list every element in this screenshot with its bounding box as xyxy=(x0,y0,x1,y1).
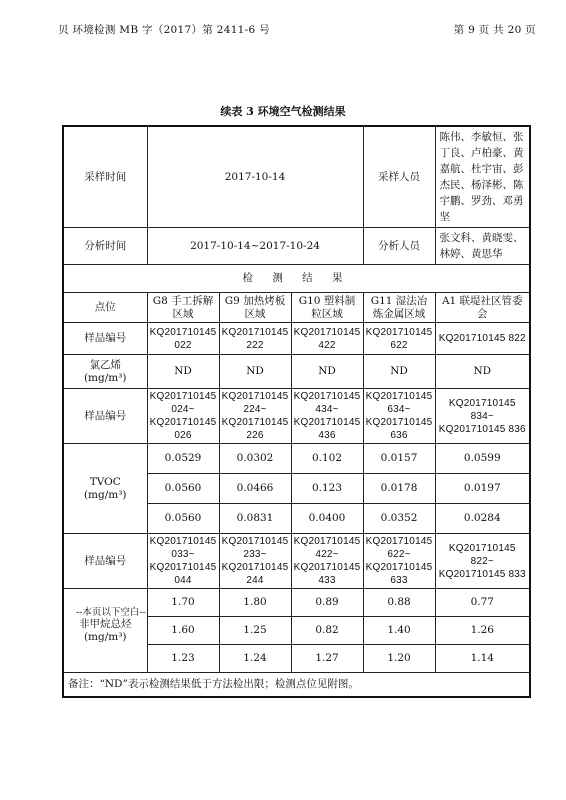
sampling-time-value: 2017-10-14 xyxy=(147,126,363,228)
analysis-row xyxy=(63,228,530,265)
tvoc-value: 0.0400 xyxy=(291,504,363,534)
point-g9: G9 加热烤板区域 xyxy=(219,293,291,323)
vinyl-chloride-value: ND xyxy=(435,355,530,389)
tvoc-name: TVOC xyxy=(89,475,121,488)
vinyl-chloride-unit: (mg/m³) xyxy=(83,371,127,384)
point-header-row xyxy=(63,293,530,323)
page-number-header: 第 9 页 共 20 页 xyxy=(453,24,536,36)
tvoc-row-1 xyxy=(63,444,530,474)
sample-number-cell: KQ201710145 822 xyxy=(435,323,530,355)
sample-number-row-1 xyxy=(63,323,530,355)
tvoc-value: 0.0302 xyxy=(219,444,291,474)
tvoc-value: 0.123 xyxy=(291,474,363,504)
tvoc-value: 0.0178 xyxy=(363,474,435,504)
nmhc-value: 0.82 xyxy=(291,617,363,645)
vinyl-chloride-name: 氯乙烯 xyxy=(89,358,121,371)
sample-number-cell: KQ201710145 422 xyxy=(291,323,363,355)
sample-number-cell: KQ201710145 422~ KQ201710145 433 xyxy=(291,534,363,589)
report-number-header: 贝 环境检测 MB 字（2017）第 2411-6 号 xyxy=(58,24,270,36)
sample-number-cell: KQ201710145 233~ KQ201710145 244 xyxy=(219,534,291,589)
nmhc-value: 0.88 xyxy=(363,589,435,617)
tvoc-value: 0.0466 xyxy=(219,474,291,504)
sample-number-cell: KQ201710145 834~ KQ201710145 836 xyxy=(435,389,530,444)
tvoc-value: 0.0284 xyxy=(435,504,530,534)
nmhc-value: 1.40 xyxy=(363,617,435,645)
sample-number-label: 样品编号 xyxy=(63,323,147,355)
point-label: 点位 xyxy=(63,293,147,323)
vinyl-chloride-row xyxy=(63,355,530,389)
tvoc-value: 0.0157 xyxy=(363,444,435,474)
tvoc-value: 0.102 xyxy=(291,444,363,474)
tvoc-value: 0.0352 xyxy=(363,504,435,534)
nmhc-value: 0.89 xyxy=(291,589,363,617)
analysis-time-label: 分析时间 xyxy=(63,228,147,265)
sample-number-cell: KQ201710145 434~ KQ201710145 436 xyxy=(291,389,363,444)
nmhc-name: 非甲烷总烃 xyxy=(79,617,132,630)
sample-number-cell: KQ201710145 024~ KQ201710145 026 xyxy=(147,389,219,444)
nmhc-value: 1.27 xyxy=(291,645,363,673)
analyst-names: 张文科、黄晓雯、林婷、黄思华 xyxy=(435,228,530,265)
nmhc-value: 0.77 xyxy=(435,589,530,617)
tvoc-value: 0.0560 xyxy=(147,504,219,534)
nmhc-value: 1.26 xyxy=(435,617,530,645)
nmhc-label xyxy=(63,589,147,673)
tvoc-value: 0.0831 xyxy=(219,504,291,534)
tvoc-value: 0.0197 xyxy=(435,474,530,504)
nmhc-value: 1.24 xyxy=(219,645,291,673)
vinyl-chloride-value: ND xyxy=(363,355,435,389)
sample-number-cell: KQ201710145 622 xyxy=(363,323,435,355)
sample-number-row-3 xyxy=(63,534,530,589)
nmhc-value: 1.14 xyxy=(435,645,530,673)
sample-number-cell: KQ201710145 822~ KQ201710145 833 xyxy=(435,534,530,589)
table-title: 续表 3 环境空气检测结果 xyxy=(220,105,346,118)
nmhc-unit: (mg/m³) xyxy=(83,630,127,643)
point-g10: G10 塑料制粒区域 xyxy=(291,293,363,323)
tvoc-value: 0.0599 xyxy=(435,444,530,474)
vinyl-chloride-value: ND xyxy=(147,355,219,389)
sample-number-cell: KQ201710145 033~ KQ201710145 044 xyxy=(147,534,219,589)
sample-number-label: 样品编号 xyxy=(63,534,147,589)
nmhc-value: 1.20 xyxy=(363,645,435,673)
tvoc-value: 0.0529 xyxy=(147,444,219,474)
note-row xyxy=(63,673,530,697)
nmhc-value: 1.80 xyxy=(219,589,291,617)
nmhc-value: 1.25 xyxy=(219,617,291,645)
sampler-names: 陈伟、李敏恒、张丁良、卢柏豪、黄嘉航、杜宇宙、彭杰民、杨泽彬、陈宇鹏、罗劲、邓勇坚 xyxy=(435,126,530,228)
tvoc-value: 0.0560 xyxy=(147,474,219,504)
sample-number-cell: KQ201710145 222 xyxy=(219,323,291,355)
vinyl-chloride-value: ND xyxy=(291,355,363,389)
sample-number-cell: KQ201710145 022 xyxy=(147,323,219,355)
nmhc-value: 1.60 xyxy=(147,617,219,645)
vinyl-chloride-value: ND xyxy=(219,355,291,389)
nmhc-value: 1.23 xyxy=(147,645,219,673)
tvoc-unit: (mg/m³) xyxy=(83,488,127,501)
sample-number-cell: KQ201710145 224~ KQ201710145 226 xyxy=(219,389,291,444)
results-heading-row xyxy=(63,265,530,293)
point-a1: A1 联堤社区管委会 xyxy=(435,293,530,323)
analysis-time-value: 2017-10-14~2017-10-24 xyxy=(147,228,363,265)
nmhc-value: 1.70 xyxy=(147,589,219,617)
sample-number-label: 样品编号 xyxy=(63,389,147,444)
sampling-row xyxy=(63,126,530,228)
point-g8: G8 手工拆解区域 xyxy=(147,293,219,323)
sample-number-row-2 xyxy=(63,389,530,444)
sampling-time-label: 采样时间 xyxy=(63,126,147,228)
sample-number-cell: KQ201710145 622~ KQ201710145 633 xyxy=(363,534,435,589)
sampler-label: 采样人员 xyxy=(363,126,435,228)
tvoc-label xyxy=(63,444,147,534)
point-g11: G11 湿法冶炼金属区域 xyxy=(363,293,435,323)
page-end-marker: --本页以下空白-- xyxy=(76,607,146,618)
vinyl-chloride-label xyxy=(63,355,147,389)
sample-number-cell: KQ201710145 634~ KQ201710145 636 xyxy=(363,389,435,444)
table-note: 备注：“ND”表示检测结果低于方法检出限；检测点位见附图。 xyxy=(63,673,530,697)
results-heading: 检 测 结 果 xyxy=(63,265,530,293)
analyst-label: 分析人员 xyxy=(363,228,435,265)
